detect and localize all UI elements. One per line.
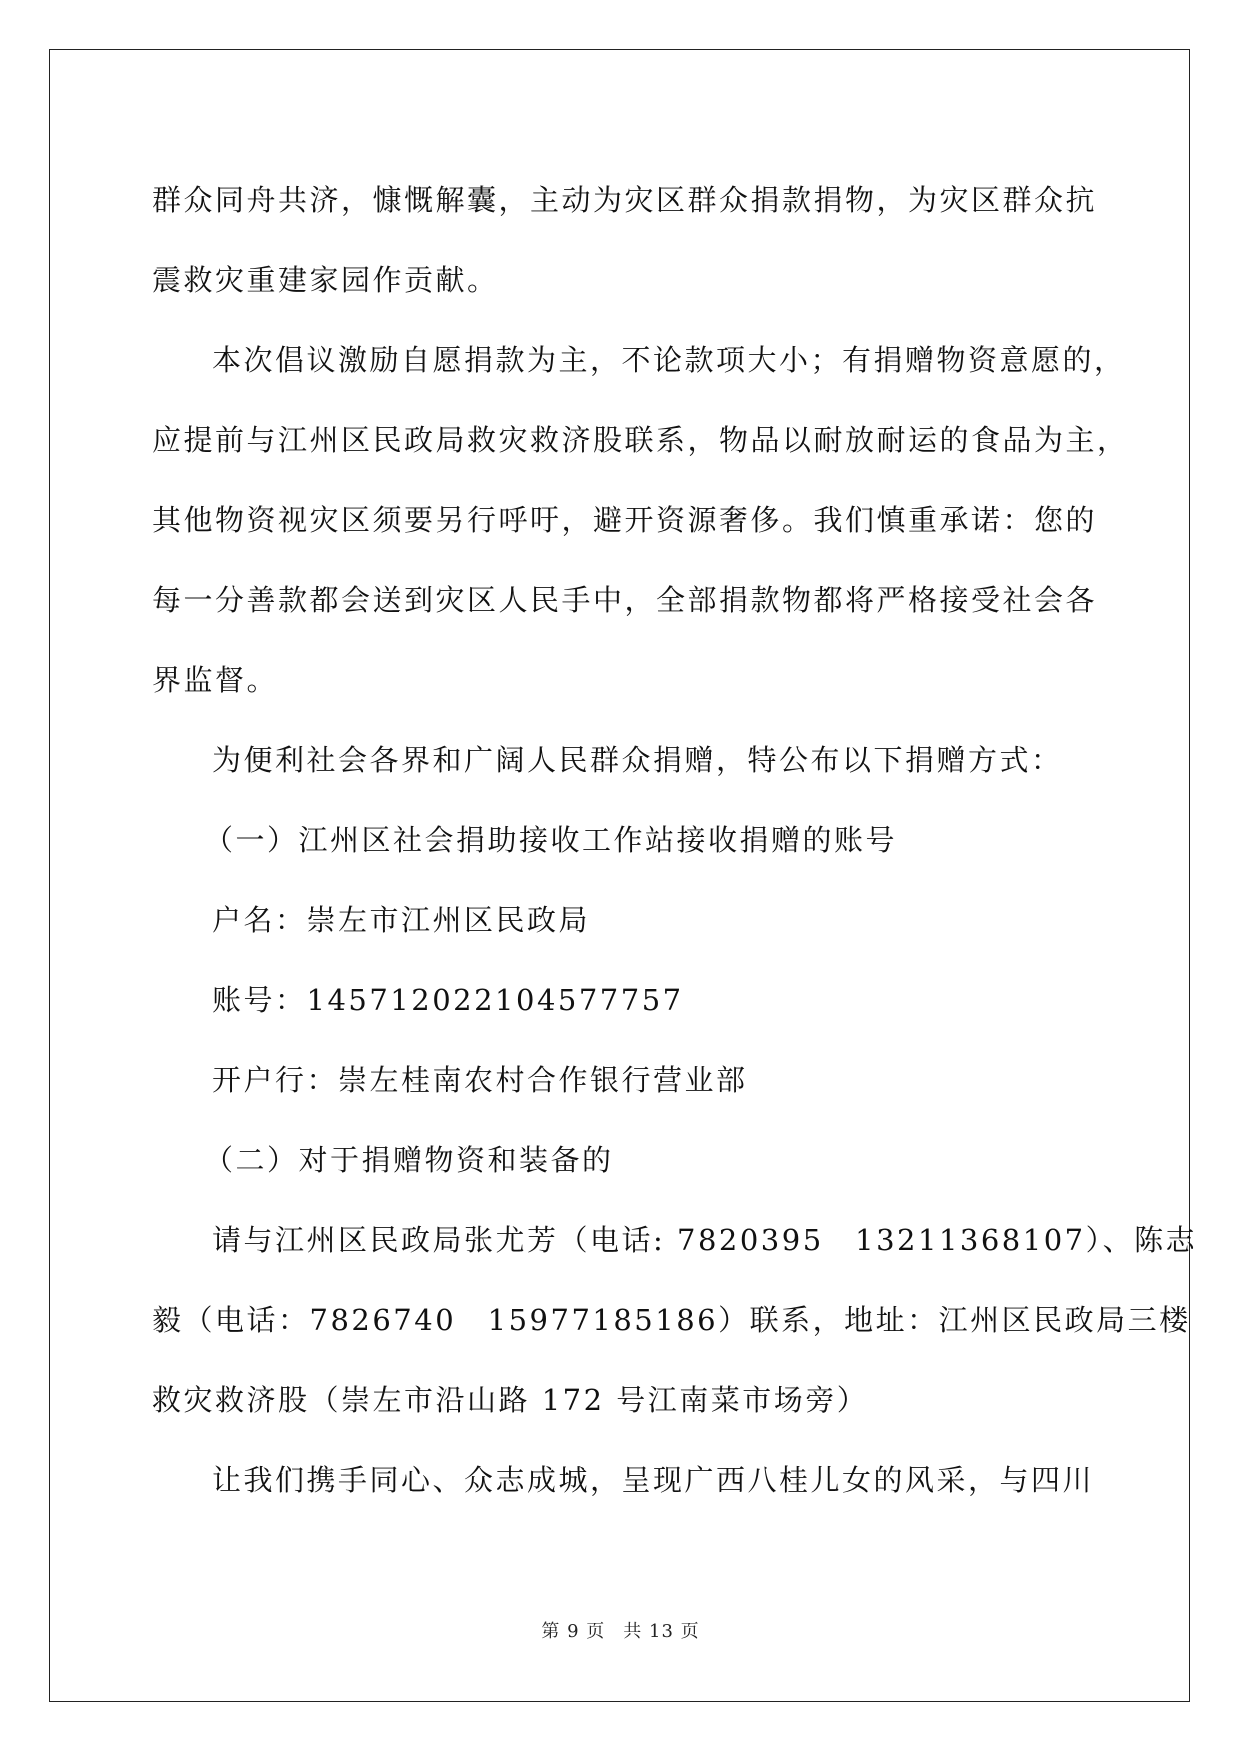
body-line: 为便利社会各界和广阔人民群众捐赠，特公布以下捐赠方式： (212, 743, 1063, 777)
page-footer (0, 1617, 1241, 1643)
account-bank: 开户行：崇左桂南农村合作银行营业部 (212, 1063, 748, 1097)
body-line: 应提前与江州区民政局救灾救济股联系，物品以耐放耐运的食品为主， (152, 423, 1129, 457)
section-heading: （二）对于捐赠物资和装备的 (204, 1143, 614, 1177)
body-line: 其他物资视灾区须要另行呼吁，避开资源奢侈。我们慎重承诺：您的 (152, 503, 1098, 537)
body-line: 群众同舟共济，慷慨解囊，主动为灾区群众捐款捐物，为灾区群众抗 (152, 183, 1098, 217)
document-body (152, 160, 1198, 1520)
body-line: 界监督。 (152, 663, 279, 697)
body-line: 救灾救济股（崇左市沿山路 172 号江南菜市场旁） (152, 1383, 869, 1417)
body-line: 请与江州区民政局张尤芳（电话: 7820395 13211368107）、陈志 (212, 1223, 1198, 1257)
body-line: 每一分善款都会送到灾区人民手中，全部捐款物都将严格接受社会各 (152, 583, 1098, 617)
body-line: 毅（电话：7826740 15977185186）联系，地址：江州区民政局三楼 (152, 1303, 1191, 1337)
page-number: 第 9 页 (541, 1621, 606, 1642)
page-total: 共 13 页 (623, 1621, 700, 1642)
account-number: 账号：145712022104577757 (212, 983, 684, 1017)
body-line: 震救灾重建家园作贡献。 (152, 263, 499, 297)
section-heading: （一）江州区社会捐助接收工作站接收捐赠的账号 (204, 823, 898, 857)
account-name: 户名：崇左市江州区民政局 (212, 903, 591, 937)
body-line: 让我们携手同心、众志成城，呈现广西八桂儿女的风采，与四川 (212, 1463, 1095, 1497)
body-line: 本次倡议激励自愿捐款为主，不论款项大小；有捐赠物资意愿的， (212, 343, 1126, 377)
